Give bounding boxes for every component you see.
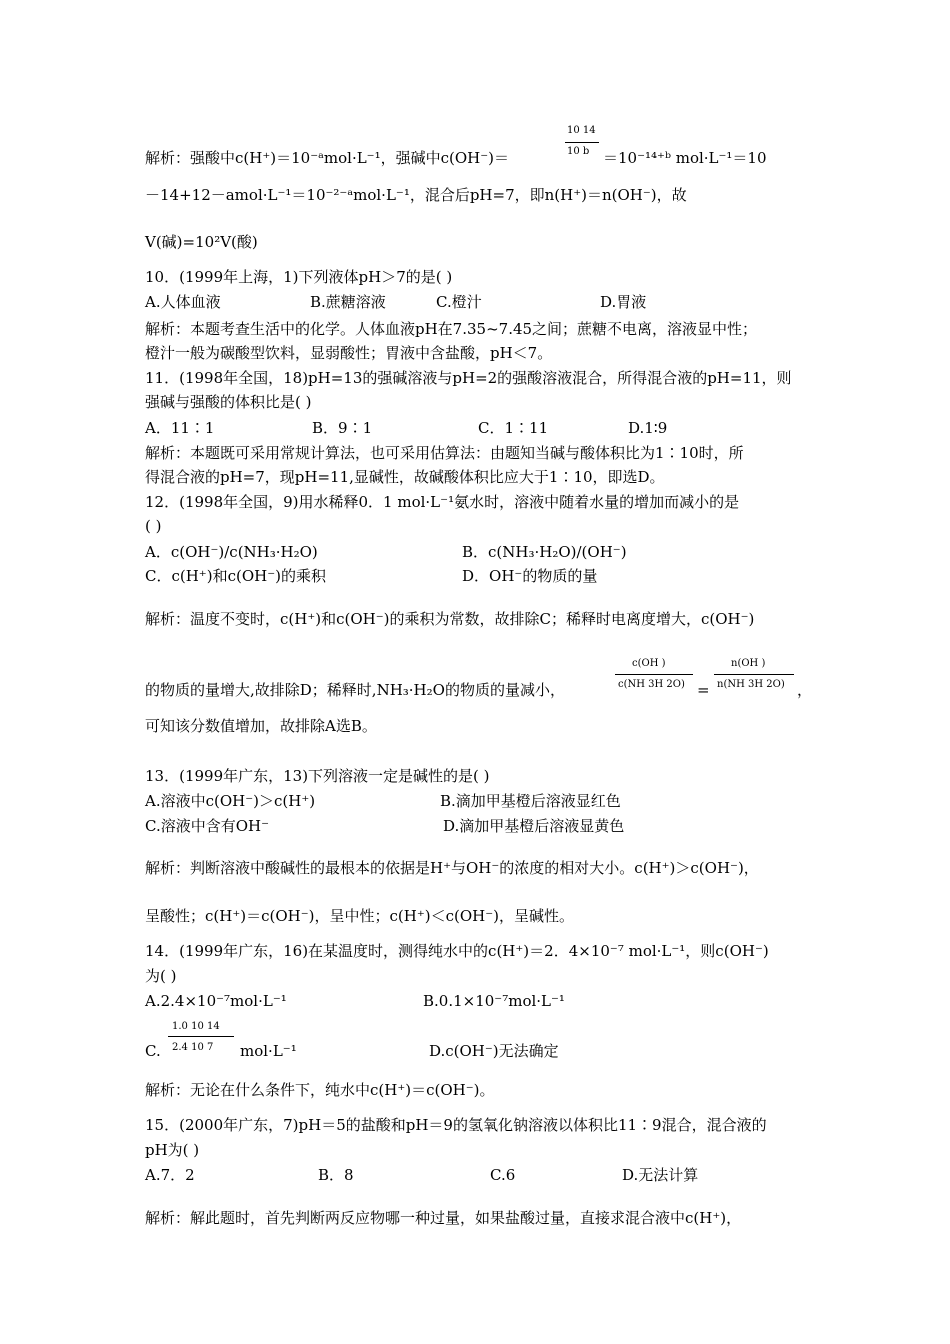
answer-12-line-1: 解析：温度不变时，c(H⁺)和c(OH⁻)的乘积为常数，故排除C；稀释时电离度增大，c(OH⁻) <box>145 610 755 628</box>
answer-10-line-1: 解析：本题考查生活中的化学。人体血液pH在7.35~7.45之间；蔗糖不电离，溶液显中性； <box>145 320 758 338</box>
fraction-14-denominator: 2.4 10 7 <box>172 1042 214 1053</box>
q13-option-c: C.溶液中含有OH⁻ <box>145 817 270 835</box>
fraction-12-right-bar <box>714 674 794 675</box>
q15-option-b: B．8 <box>318 1166 354 1184</box>
fraction-12-right-denominator: n(NH 3H 2O) <box>717 679 785 690</box>
answer-9-line-3: V(碱)=10²V(酸) <box>145 233 258 251</box>
q12-option-c: C．c(H⁺)和c(OH⁻)的乘积 <box>145 567 326 585</box>
answer-11-line-2: 得混合液的pH=7，现pH=11,显碱性，故碱酸体积比应大于1∶10，即选D。 <box>145 468 665 486</box>
q13-option-d: D.滴加甲基橙后溶液显黄色 <box>443 817 625 835</box>
question-14-line-2: 为( ) <box>145 967 177 985</box>
q15-option-a: A.7．2 <box>145 1166 195 1184</box>
fraction-12-left-numerator: c(OH ) <box>632 658 666 669</box>
q11-option-a: A．11∶1 <box>145 419 215 437</box>
fraction-9-denominator: 10 b <box>567 146 590 157</box>
fraction-14-numerator: 1.0 10 14 <box>172 1021 220 1032</box>
q14-option-c-unit: mol·L⁻¹ <box>240 1042 297 1060</box>
answer-13-line-2: 呈酸性；c(H⁺)＝c(OH⁻)，呈中性；c(H⁺)＜c(OH⁻)，呈碱性。 <box>145 907 575 925</box>
q12-option-d: D．OH⁻的物质的量 <box>462 567 598 585</box>
q14-option-c-label: C. <box>145 1042 161 1060</box>
fraction-12-equals: = <box>697 681 710 699</box>
answer-13-line-1: 解析：判断溶液中酸碱性的最根本的依据是H⁺与OH⁻的浓度的相对大小。c(H⁺)＞c(OH⁻)， <box>145 859 759 877</box>
question-15-line-1: 15．(2000年广东，7)pH＝5的盐酸和pH＝9的氢氧化钠溶液以体积比11∶9混合，混合液的 <box>145 1116 767 1134</box>
answer-14: 解析：无论在什么条件下，纯水中c(H⁺)＝c(OH⁻)。 <box>145 1081 495 1099</box>
q10-option-a: A.人体血液 <box>145 293 221 311</box>
q11-option-d: D.1∶9 <box>628 419 668 437</box>
q14-option-b: B.0.1×10⁻⁷mol·L⁻¹ <box>423 992 565 1010</box>
question-12-line-2: ( ) <box>145 517 162 535</box>
q11-option-c: C．1∶11 <box>478 419 549 437</box>
q10-option-c: C.橙汁 <box>436 293 482 311</box>
q10-option-d: D.胃液 <box>600 293 647 311</box>
question-15-line-2: pH为( ) <box>145 1141 200 1159</box>
q12-option-a: A．c(OH⁻)/c(NH₃·H₂O) <box>145 543 318 561</box>
q14-option-a: A.2.4×10⁻⁷mol·L⁻¹ <box>145 992 287 1010</box>
q14-option-d: D.c(OH⁻)无法确定 <box>429 1042 559 1060</box>
question-11-line-2: 强碱与强酸的体积比是( ) <box>145 393 312 411</box>
q10-option-b: B.蔗糖溶液 <box>310 293 386 311</box>
question-11-line-1: 11．(1998年全国，18)pH=13的强碱溶液与pH=2的强酸溶液混合，所得混合液的pH=11，则 <box>145 369 792 387</box>
q15-option-d: D.无法计算 <box>622 1166 699 1184</box>
fraction-12-tail: ， <box>797 681 813 699</box>
answer-15-line-1: 解析：解此题时，首先判断两反应物哪一种过量，如果盐酸过量，直接求混合液中c(H⁺)， <box>145 1209 742 1227</box>
fraction-12-left-bar <box>615 674 693 675</box>
question-14-line-1: 14．(1999年广东，16)在某温度时，测得纯水中的c(H⁺)＝2．4×10⁻⁷ mol·L⁻¹，则c(OH⁻) <box>145 942 769 960</box>
answer-10-line-2: 橙汁一般为碳酸型饮料，显弱酸性；胃液中含盐酸，pH＜7。 <box>145 344 553 362</box>
answer-9-line-1: 解析：强酸中c(H⁺)＝10⁻ᵃmol·L⁻¹，强碱中c(OH⁻)＝ <box>145 149 510 167</box>
q12-option-b: B．c(NH₃·H₂O)/(OH⁻) <box>462 543 627 561</box>
question-10: 10．(1999年上海，1)下列液体pH＞7的是( ) <box>145 268 453 286</box>
question-12-line-1: 12．(1998年全国，9)用水稀释0．1 mol·L⁻¹氨水时，溶液中随着水量的增加而减小的是 <box>145 493 740 511</box>
answer-9-line-2: －14+12－amol·L⁻¹＝10⁻²⁻ᵃmol·L⁻¹，混合后pH=7，即n(H⁺)＝n(OH⁻)，故 <box>145 186 687 204</box>
q15-option-c: C.6 <box>490 1166 516 1184</box>
q13-option-a: A.溶液中c(OH⁻)＞c(H⁺) <box>145 792 316 810</box>
question-13: 13．(1999年广东，13)下列溶液一定是碱性的是( ) <box>145 767 490 785</box>
q13-option-b: B.滴加甲基橙后溶液显红色 <box>440 792 621 810</box>
fraction-9-bar <box>565 142 599 143</box>
fraction-9-numerator: 10 14 <box>567 125 596 136</box>
fraction-12-left-denominator: c(NH 3H 2O) <box>618 679 685 690</box>
q11-option-b: B．9∶1 <box>312 419 373 437</box>
fraction-14-bar <box>168 1036 234 1037</box>
answer-12-line-3: 可知该分数值增加，故排除A选B。 <box>145 717 377 735</box>
answer-11-line-1: 解析：本题既可采用常规计算法，也可采用估算法：由题知当碱与酸体积比为1∶10时，所 <box>145 444 744 462</box>
fraction-12-right-numerator: n(OH ) <box>731 658 766 669</box>
answer-9-line-1-tail: ＝10⁻¹⁴⁺ᵇ mol·L⁻¹＝10 <box>603 149 767 167</box>
answer-12-line-2: 的物质的量增大,故排除D；稀释时,NH₃·H₂O的物质的量减小， <box>145 681 565 699</box>
